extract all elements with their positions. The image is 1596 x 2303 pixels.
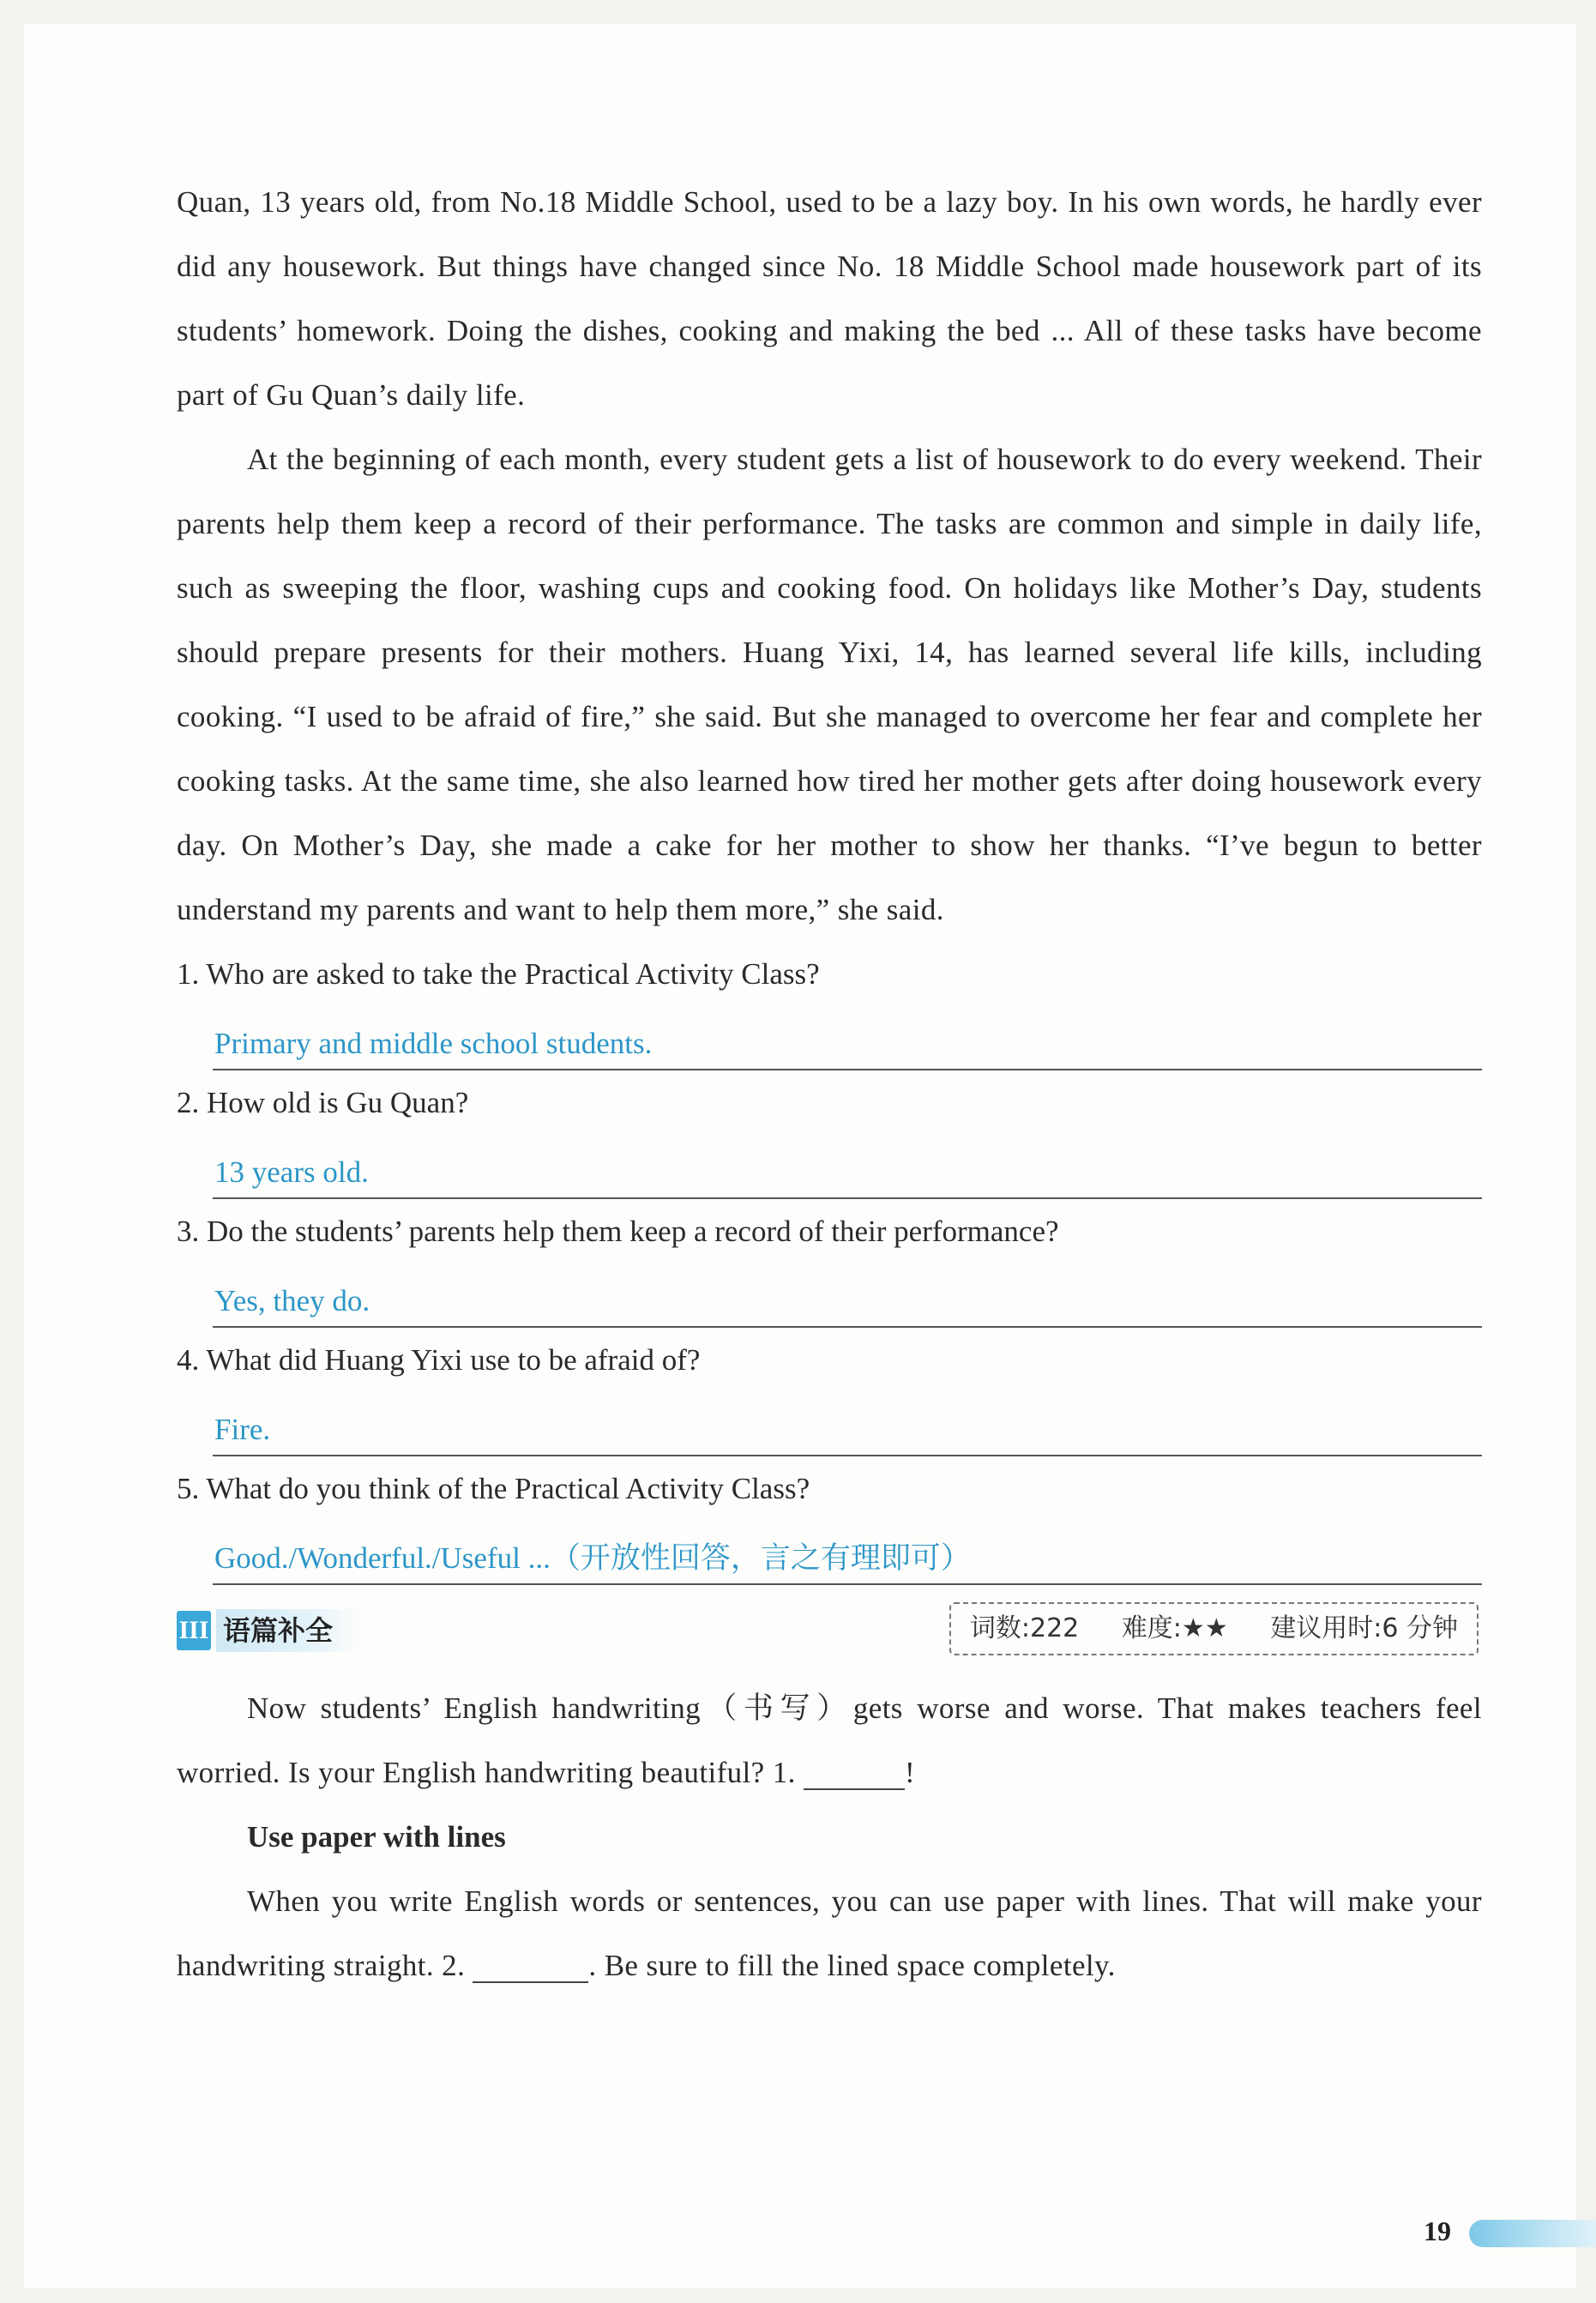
page-tab-decoration [1469,2220,1596,2247]
question-4: 4. What did Huang Yixi use to be afraid of? [177,1343,701,1377]
section-badge: III [177,1611,211,1650]
question-list [177,942,1482,1585]
blank-2[interactable] [473,1950,588,1983]
passage-paragraph-1: Quan, 13 years old, from No.18 Middle School, used to be a lazy boy. In his own words, he hardly ever did any housework. But things have changed since No. 18 Middle School made housework part of its students’ homework. Doing the dishes, cooking and making the bed ... All of these tasks have become part of Gu Quan’s daily life. [177,185,1482,412]
part3-p2-end: . Be sure to fill the lined space completely. [588,1949,1116,1982]
blank-1[interactable] [804,1757,905,1790]
question-3: 3. Do the students’ parents help them keep a record of their performance? [177,1215,1059,1248]
section-title: 语篇补全 [216,1609,358,1652]
suggested-time: 建议用时:6 分钟 [1270,1613,1458,1643]
question-2: 2. How old is Gu Quan? [177,1086,469,1119]
part3-p1-text: Now students’ English handwriting（书写）gets worse and worse. That makes teachers feel worried. Is your English handwriting beautiful? 1. [177,1691,1482,1789]
part3-paragraph-1 [177,1676,1482,1805]
part3-p1-end: ! [904,1756,916,1789]
passage-paragraph-2: At the beginning of each month, every student gets a list of housework to do every weekend. Their parents help them keep a record of their performance. The tasks are common and simple in daily life, such as sweeping the floor, washing cups and cooking food. On holidays like Mother’s Day, students should prepare presents for their mothers. Huang Yixi, 14, has learned several life kills, including cooking. “I used to be afraid of fire,” she said. But she managed to overcome her fear and complete her cooking tasks. At the same time, she also learned how tired her mother gets after doing housework every day. On Mother’s Day, she made a cake for her mother to show her thanks. “I’ve begun to better understand my parents and want to help them more,” she said. [177,443,1482,926]
question-5: 5. What do you think of the Practical Activity Class? [177,1472,810,1505]
part3-p2-text: When you write English words or sentences, you can use paper with lines. That will make your handwriting straight. 2. [177,1884,1482,1982]
content-area [177,170,1482,1998]
answer-3[interactable]: Yes, they do. [213,1263,1482,1328]
difficulty: 难度:★★ [1121,1613,1228,1643]
answer-5[interactable]: Good./Wonderful./Useful ...（开放性回答，言之有理即可） [213,1521,1482,1585]
answer-4[interactable]: Fire. [213,1392,1482,1456]
page [24,24,1576,2288]
word-count: 词数:222 [969,1613,1080,1643]
page-number: 19 [1424,2216,1451,2246]
question-1: 1. Who are asked to take the Practical Activity Class? [177,957,820,991]
section-header [177,1601,1482,1667]
answer-1[interactable]: Primary and middle school students. [213,1006,1482,1070]
subheading-use-paper: Use paper with lines [247,1820,506,1854]
part3-paragraph-2 [177,1869,1482,1998]
section-info-box [949,1602,1479,1655]
answer-2[interactable]: 13 years old. [213,1135,1482,1199]
